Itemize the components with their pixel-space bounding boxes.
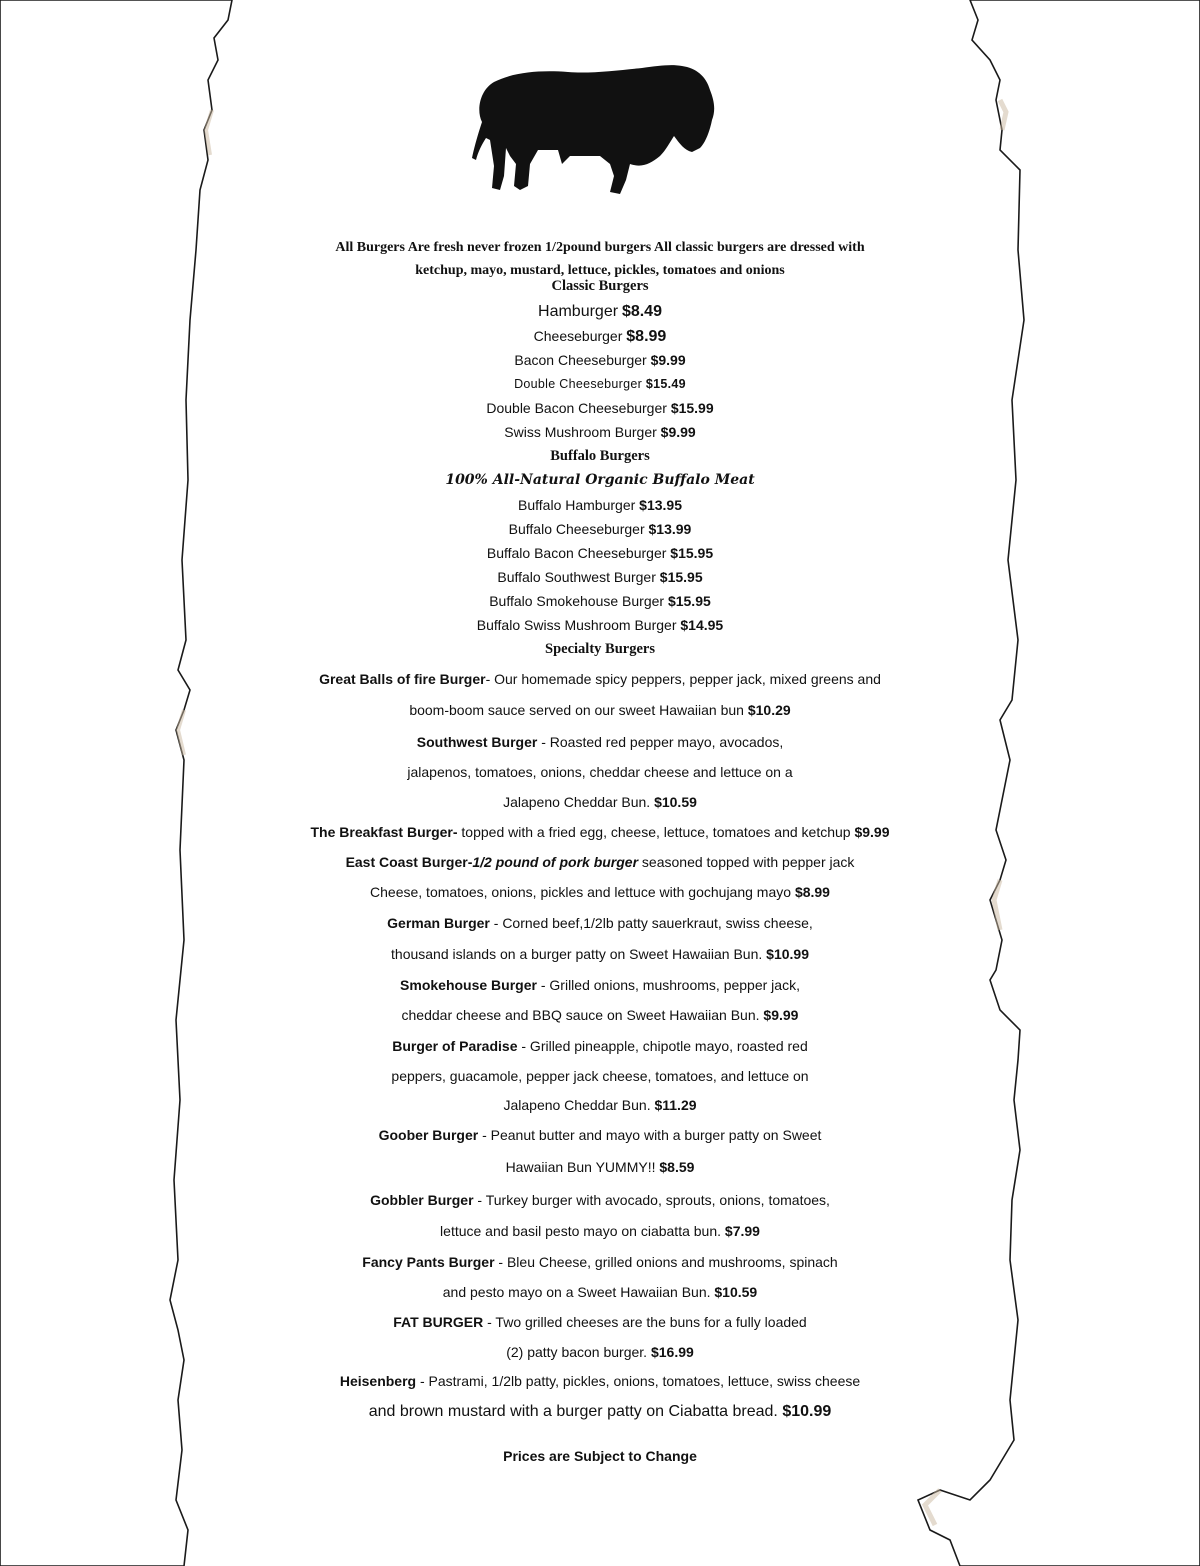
specialty-item-line: cheddar cheese and BBQ sauce on Sweet Hawaiian Bun. $9.99 bbox=[401, 1007, 799, 1023]
prices-disclaimer: Prices are Subject to Change bbox=[503, 1448, 697, 1464]
menu-item: Buffalo Southwest Burger $15.95 bbox=[497, 569, 703, 585]
specialty-item-line: lettuce and basil pesto mayo on ciabatta bun. $7.99 bbox=[440, 1223, 760, 1239]
menu-item: Double Bacon Cheeseburger $15.99 bbox=[486, 400, 714, 416]
menu-item: Buffalo Smokehouse Burger $15.95 bbox=[489, 593, 711, 609]
intro-text bbox=[240, 236, 960, 282]
intro-line-2: ketchup, mayo, mustard, lettuce, pickles, tomatoes and onions bbox=[415, 263, 785, 278]
specialty-item-line: East Coast Burger-1/2 pound of pork burger seasoned topped with pepper jack bbox=[345, 854, 855, 870]
specialty-item-line: Smokehouse Burger - Grilled onions, mushrooms, pepper jack, bbox=[400, 977, 800, 993]
menu-item: Buffalo Bacon Cheeseburger $15.95 bbox=[486, 545, 714, 561]
specialty-item-line: Southwest Burger - Roasted red pepper mayo, avocados, bbox=[416, 734, 784, 750]
specialty-item-line: peppers, guacamole, pepper jack cheese, tomatoes, and lettuce on bbox=[391, 1068, 809, 1084]
specialty-item-line: and brown mustard with a burger patty on Ciabatta bread. $10.99 bbox=[368, 1403, 832, 1420]
specialty-item-line: Great Balls of fire Burger- Our homemade spicy peppers, pepper jack, mixed greens and bbox=[319, 671, 881, 687]
specialty-item-line: and pesto mayo on a Sweet Hawaiian Bun. $10.59 bbox=[442, 1284, 758, 1300]
classic-burgers-heading: Classic Burgers bbox=[551, 278, 649, 294]
specialty-item-line: jalapenos, tomatoes, onions, cheddar cheese and lettuce on a bbox=[407, 764, 793, 780]
menu-item: Bacon Cheeseburger $9.99 bbox=[514, 352, 686, 368]
menu-item: Buffalo Cheeseburger $13.99 bbox=[508, 521, 692, 537]
bison-logo-icon bbox=[470, 60, 720, 200]
specialty-item-line: German Burger - Corned beef,1/2lb patty sauerkraut, swiss cheese, bbox=[387, 915, 813, 931]
specialty-item-line: Heisenberg - Pastrami, 1/2lb patty, pickles, onions, tomatoes, lettuce, swiss cheese bbox=[339, 1373, 861, 1389]
specialty-item-line: FAT BURGER - Two grilled cheeses are the buns for a fully loaded bbox=[393, 1314, 807, 1330]
menu-item: Buffalo Hamburger $13.95 bbox=[518, 497, 682, 513]
specialty-item-line: Cheese, tomatoes, onions, pickles and lettuce with gochujang mayo $8.99 bbox=[370, 884, 830, 900]
specialty-item-line: thousand islands on a burger patty on Sweet Hawaiian Bun. $10.99 bbox=[391, 946, 809, 962]
menu-item: Double Cheeseburger $15.49 bbox=[514, 377, 686, 391]
buffalo-tagline: 100% All-Natural Organic Buffalo Meat bbox=[445, 472, 755, 488]
specialty-item-line: The Breakfast Burger- topped with a fried egg, cheese, lettuce, tomatoes and ketchup $9.99 bbox=[310, 824, 890, 840]
menu-item: Swiss Mushroom Burger $9.99 bbox=[504, 424, 696, 440]
intro-line-1: All Burgers Are fresh never frozen 1/2pound burgers All classic burgers are dressed with bbox=[335, 240, 865, 255]
menu-item: Cheeseburger $8.99 bbox=[533, 328, 667, 345]
specialty-item-line: Fancy Pants Burger - Bleu Cheese, grilled onions and mushrooms, spinach bbox=[362, 1254, 838, 1270]
specialty-item-line: Goober Burger - Peanut butter and mayo with a burger patty on Sweet bbox=[378, 1127, 822, 1143]
specialty-item-line: Jalapeno Cheddar Bun. $10.59 bbox=[503, 794, 697, 810]
specialty-item-line: (2) patty bacon burger. $16.99 bbox=[506, 1344, 694, 1360]
specialty-burgers-heading: Specialty Burgers bbox=[545, 641, 655, 657]
buffalo-burgers-heading: Buffalo Burgers bbox=[550, 448, 650, 464]
menu-item: Buffalo Swiss Mushroom Burger $14.95 bbox=[476, 617, 724, 633]
specialty-item-line: Burger of Paradise - Grilled pineapple, chipotle mayo, roasted red bbox=[392, 1038, 808, 1054]
menu-item: Hamburger $8.49 bbox=[538, 303, 662, 320]
specialty-item-line: Jalapeno Cheddar Bun. $11.29 bbox=[503, 1097, 697, 1113]
specialty-item-line: Gobbler Burger - Turkey burger with avocado, sprouts, onions, tomatoes, bbox=[370, 1192, 830, 1208]
specialty-item-line: Hawaiian Bun YUMMY!! $8.59 bbox=[505, 1159, 695, 1175]
specialty-item-line: boom-boom sauce served on our sweet Hawaiian bun $10.29 bbox=[409, 702, 791, 718]
